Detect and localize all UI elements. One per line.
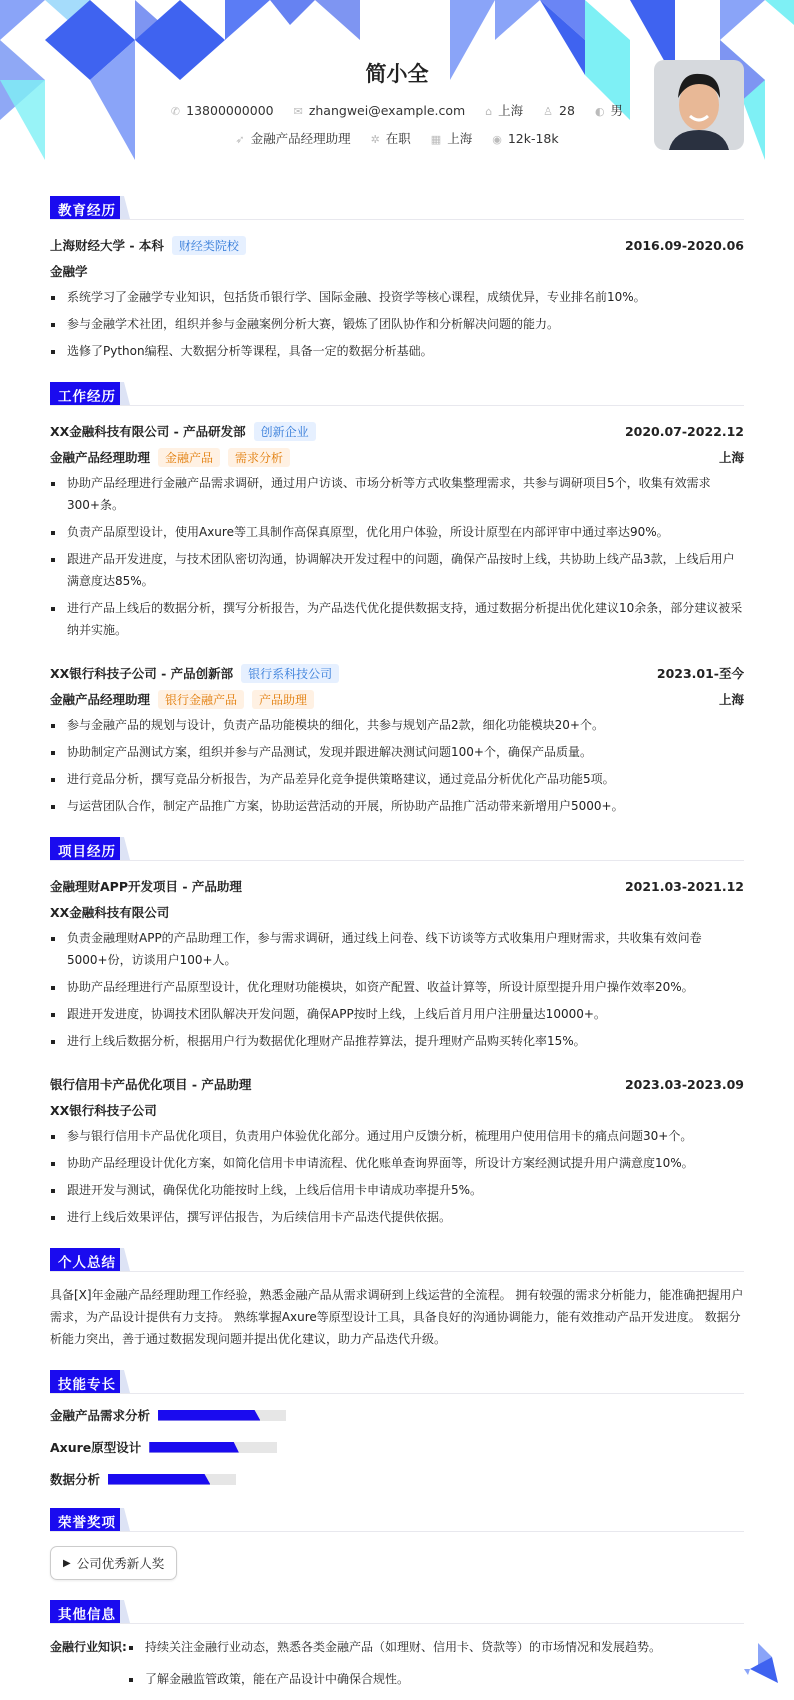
skill-item xyxy=(50,1470,402,1488)
city: 上海 xyxy=(498,103,524,118)
role-tag: 金融产品 xyxy=(158,448,220,467)
gender: 男 xyxy=(610,103,624,118)
list-item: 协助产品经理设计优化方案，如简化信用卡申请流程、优化账单查询界面等，所设计方案经测试提升用户满意度10%。 xyxy=(50,1152,744,1174)
company-tag: 创新企业 xyxy=(254,422,316,441)
section-title: 其他信息 xyxy=(50,1600,124,1623)
list-item: 了解金融监管政策，能在产品设计中确保合规性。 xyxy=(128,1668,661,1690)
role: 金融产品经理助理 xyxy=(50,692,151,707)
work-date: 2020.07-2022.12 xyxy=(624,423,744,439)
work-entry xyxy=(50,660,744,817)
phone: 13800000000 xyxy=(186,103,274,118)
section-title: 工作经历 xyxy=(50,382,124,405)
skill-item xyxy=(50,1438,402,1456)
email: zhangwei@example.com xyxy=(308,103,466,118)
title-decoration xyxy=(120,1508,130,1531)
candidate-name: 简小全 xyxy=(365,62,429,86)
home-icon: ⌂ xyxy=(485,105,493,118)
skill-level-fill xyxy=(149,1442,239,1453)
major: 金融学 xyxy=(50,264,88,279)
list-item: 进行上线后效果评估，撰写评估报告，为后续信用卡产品迭代提供依据。 xyxy=(50,1206,744,1228)
target-city: 上海 xyxy=(447,131,473,146)
project-date: 2021.03-2021.12 xyxy=(624,878,744,894)
gender-icon: ◐ xyxy=(594,105,605,118)
title-decoration xyxy=(120,1600,130,1623)
salary: 12k-18k xyxy=(507,131,559,146)
work-entry xyxy=(50,418,744,641)
skills-section xyxy=(50,1370,744,1488)
list-item: 进行产品上线后的数据分析，撰写分析报告，为产品迭代优化提供数据支持，通过数据分析提出优化建议10余条，部分建议被采纳并实施。 xyxy=(50,597,744,641)
list-item: 协助制定产品测试方案，组织并参与产品测试，发现并跟进解决测试问题100+个，确保产品质量。 xyxy=(50,741,744,763)
section-title: 荣誉奖项 xyxy=(50,1508,124,1531)
title-decoration xyxy=(120,837,130,860)
skill-name: 数据分析 xyxy=(50,1472,101,1487)
work-city: 上海 xyxy=(718,692,744,707)
project-company: XX银行科技子公司 xyxy=(50,1103,157,1118)
project-name: 金融理财APP开发项目 - 产品助理 xyxy=(50,879,242,894)
skill-item xyxy=(50,1406,402,1424)
list-item: 参与金融产品的规划与设计，负责产品功能模块的细化，共参与规划产品2款，细化功能模块20+个。 xyxy=(50,714,744,736)
list-item: 进行竞品分析，撰写竞品分析报告，为产品差异化竞争提供策略建议，通过竞品分析优化产品功能5项。 xyxy=(50,768,744,790)
salary-icon: ◉ xyxy=(492,133,502,146)
list-item: 协助产品经理进行金融产品需求调研，通过用户访谈、市场分析等方式收集整理需求，共参与调研项目5个，收集有效需求300+条。 xyxy=(50,472,744,516)
list-item: 跟进产品开发进度，与技术团队密切沟通，协调解决开发过程中的问题，确保产品按时上线，共协助上线产品3款，上线后用户满意度达85%。 xyxy=(50,548,744,592)
other-label: 金融行业知识: xyxy=(50,1640,127,1654)
section-title: 个人总结 xyxy=(50,1248,124,1271)
skill-name: 金融产品需求分析 xyxy=(50,1408,151,1423)
email-icon: ✉ xyxy=(293,105,303,118)
list-item: 跟进开发与测试，确保优化功能按时上线，上线后信用卡申请成功率提升5%。 xyxy=(50,1179,744,1201)
list-item: 选修了Python编程、大数据分析等课程，具备一定的数据分析基础。 xyxy=(50,340,744,362)
projects-section xyxy=(50,837,744,1228)
list-item: 与运营团队合作，制定产品推广方案，协助运营活动的开展，所协助产品推广活动带来新增用户5000+。 xyxy=(50,795,744,817)
status-icon: ✲ xyxy=(370,133,380,146)
school-tag: 财经类院校 xyxy=(172,236,246,255)
list-item: 持续关注金融行业动态，熟悉各类金融产品（如理财、信用卡、贷款等）的市场情况和发展趋势。 xyxy=(128,1636,661,1658)
resume-header xyxy=(0,0,794,180)
edu-date: 2016.09-2020.06 xyxy=(624,237,744,253)
age: 28 xyxy=(559,103,575,118)
role-tag: 产品助理 xyxy=(252,690,314,709)
corner-logo-icon xyxy=(744,1643,780,1683)
skill-level-fill xyxy=(108,1474,210,1485)
list-item: 参与金融学术社团，组织并参与金融案例分析大赛，锻炼了团队协作和分析解决问题的能力。 xyxy=(50,313,744,335)
honors-section xyxy=(50,1508,744,1580)
skill-level-bar xyxy=(158,1410,286,1421)
job-status: 在职 xyxy=(385,131,411,146)
role-tag: 需求分析 xyxy=(228,448,290,467)
skill-name: Axure原型设计 xyxy=(50,1440,142,1455)
project-entry xyxy=(50,1071,744,1228)
education-section xyxy=(50,196,744,362)
role-tag: 银行金融产品 xyxy=(158,690,244,709)
section-title: 技能专长 xyxy=(50,1370,124,1393)
skill-level-fill xyxy=(158,1410,260,1421)
section-title: 项目经历 xyxy=(50,837,124,860)
age-icon: ♙ xyxy=(543,105,554,118)
job-target: 金融产品经理助理 xyxy=(250,131,351,146)
project-date: 2023.03-2023.09 xyxy=(624,1076,744,1092)
work-date: 2023.01-至今 xyxy=(656,666,744,681)
company-tag: 银行系科技公司 xyxy=(241,664,339,683)
title-decoration xyxy=(120,382,130,405)
title-decoration xyxy=(120,196,130,219)
title-decoration xyxy=(120,1248,130,1271)
building-icon: ▦ xyxy=(430,133,442,146)
company: XX金融科技有限公司 - 产品研发部 xyxy=(50,424,246,439)
project-entry xyxy=(50,873,744,1052)
company: XX银行科技子公司 - 产品创新部 xyxy=(50,666,234,681)
award-name: 公司优秀新人奖 xyxy=(76,1556,165,1571)
work-city: 上海 xyxy=(718,450,744,465)
summary-section xyxy=(50,1248,744,1350)
list-item: 协助产品经理进行产品原型设计，优化理财功能模块，如资产配置、收益计算等，所设计原型提升用户操作效率20%。 xyxy=(50,976,744,998)
project-company: XX金融科技有限公司 xyxy=(50,905,170,920)
avatar xyxy=(654,60,744,150)
award-item xyxy=(50,1546,177,1580)
role: 金融产品经理助理 xyxy=(50,450,151,465)
list-item: 负责产品原型设计，使用Axure等工具制作高保真原型，优化用户体验，所设计原型在内部评审中通过率达90%。 xyxy=(50,521,744,543)
other-section xyxy=(50,1600,744,1700)
list-item: 负责金融理财APP的产品助理工作，参与需求调研，通过线上问卷、线下访谈等方式收集用户理财需求，共收集有效问卷5000+份，访谈用户100+人。 xyxy=(50,927,744,971)
list-item: 进行上线后数据分析，根据用户行为数据优化理财产品推荐算法，提升理财产品购买转化率15%。 xyxy=(50,1030,744,1052)
skill-level-bar xyxy=(108,1474,236,1485)
summary-text: 具备[X]年金融产品经理助理工作经验，熟悉金融产品从需求调研到上线运营的全流程。 拥有较强的需求分析能力，能准确把握用户需求，为产品设计提供有力支持。 熟练掌握Axure等原型设计工具，具备良好的沟通协调能力，能有效推动产品开发进度。 数据分析能力突出，善于通过数据发现问题并提出优化建议，助力产品迭代升级。 xyxy=(50,1288,744,1346)
list-item: 参与银行信用卡产品优化项目，负责用户体验优化部分。通过用户反馈分析，梳理用户使用信用卡的痛点问题30+个。 xyxy=(50,1125,744,1147)
section-title: 教育经历 xyxy=(50,196,124,219)
send-icon: ➶ xyxy=(235,133,245,146)
work-section xyxy=(50,382,744,817)
phone-icon: ✆ xyxy=(170,105,181,118)
list-item: 系统学习了金融学专业知识，包括货币银行学、国际金融、投资学等核心课程，成绩优异，专业排名前10%。 xyxy=(50,286,744,308)
list-item: 跟进开发进度，协调技术团队解决开发问题，确保APP按时上线，上线后首月用户注册量达10000+。 xyxy=(50,1003,744,1025)
title-decoration xyxy=(120,1370,130,1393)
play-icon: ▶ xyxy=(63,1557,71,1569)
project-name: 银行信用卡产品优化项目 - 产品助理 xyxy=(50,1077,252,1092)
school-name: 上海财经大学 - 本科 xyxy=(50,238,164,253)
skill-level-bar xyxy=(149,1442,277,1453)
